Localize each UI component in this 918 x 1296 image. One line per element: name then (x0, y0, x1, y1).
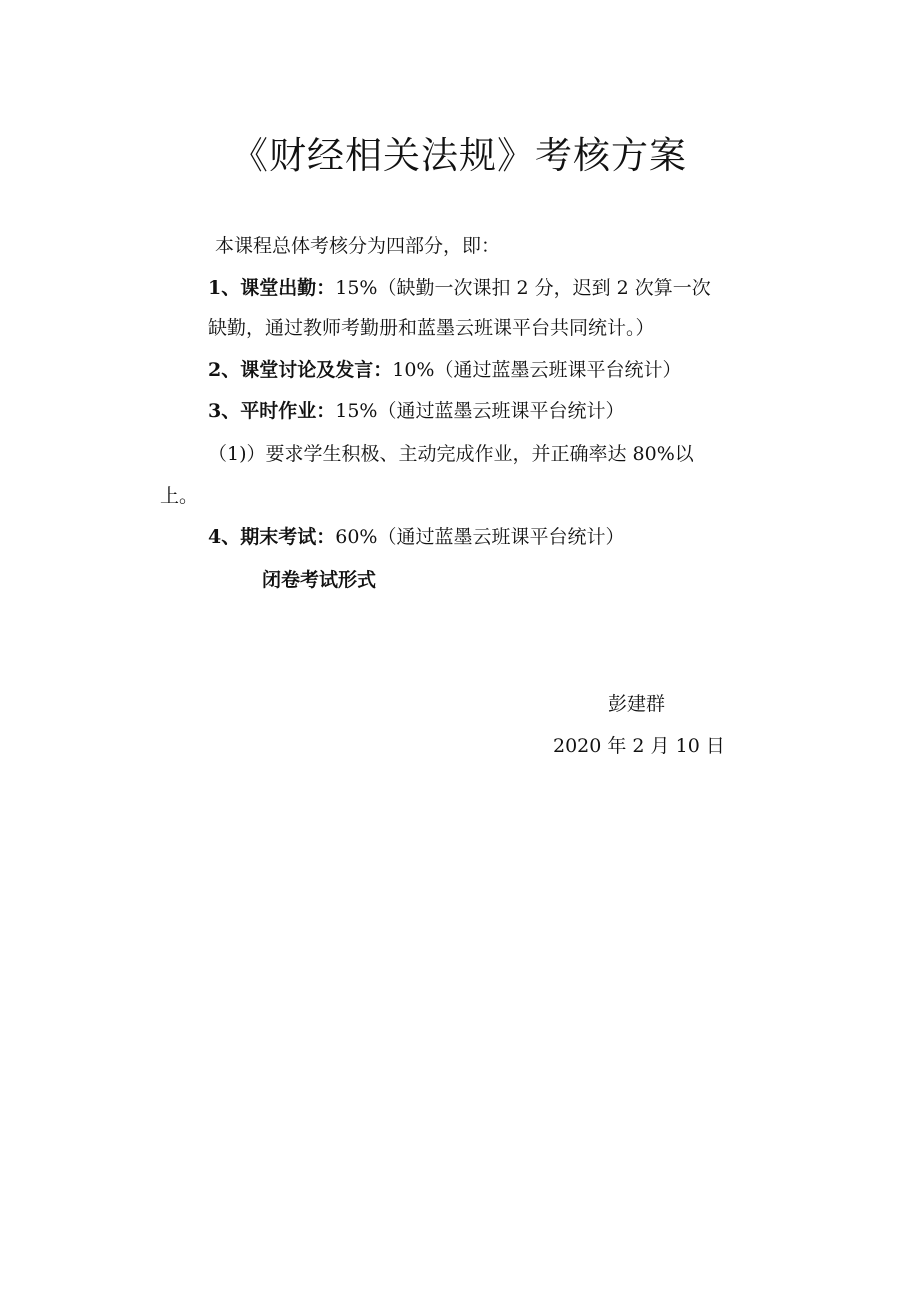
item-3-sub-line-2: 上。 (160, 485, 199, 507)
signature-date: 2020 年 2 月 10 日 (553, 735, 725, 757)
item-1-label: 1、课堂出勤： (208, 277, 336, 299)
intro-paragraph: 本课程总体考核分为四部分，即： (215, 235, 501, 257)
signature-name: 彭建群 (608, 693, 666, 715)
item-3-label: 3、平时作业： (208, 400, 336, 422)
item-1-text: 15%（缺勤一次课扣 2 分，迟到 2 次算一次 (335, 277, 711, 299)
item-4-label: 4、期末考试： (208, 526, 336, 548)
item-2-line (208, 350, 798, 390)
item-4-line (208, 517, 798, 557)
item-1-line-1 (208, 268, 798, 308)
item-2-label: 2、课堂讨论及发言： (208, 359, 393, 381)
item-4-text: 60%（通过蓝墨云班课平台统计） (335, 526, 625, 548)
item-1-line-2: 缺勤，通过教师考勤册和蓝墨云班课平台共同统计。） (208, 317, 655, 339)
item-2-text: 10%（通过蓝墨云班课平台统计） (392, 359, 682, 381)
item-3-line (208, 391, 798, 431)
item-3-text: 15%（通过蓝墨云班课平台统计） (335, 400, 625, 422)
item-4-sub-line: 闭卷考试形式 (262, 569, 377, 591)
item-3-sub-line-1: （1)）要求学生积极、主动完成作业，并正确率达 80%以 (208, 443, 694, 465)
document-title: 《财经相关法规》考核方案 (231, 134, 687, 177)
